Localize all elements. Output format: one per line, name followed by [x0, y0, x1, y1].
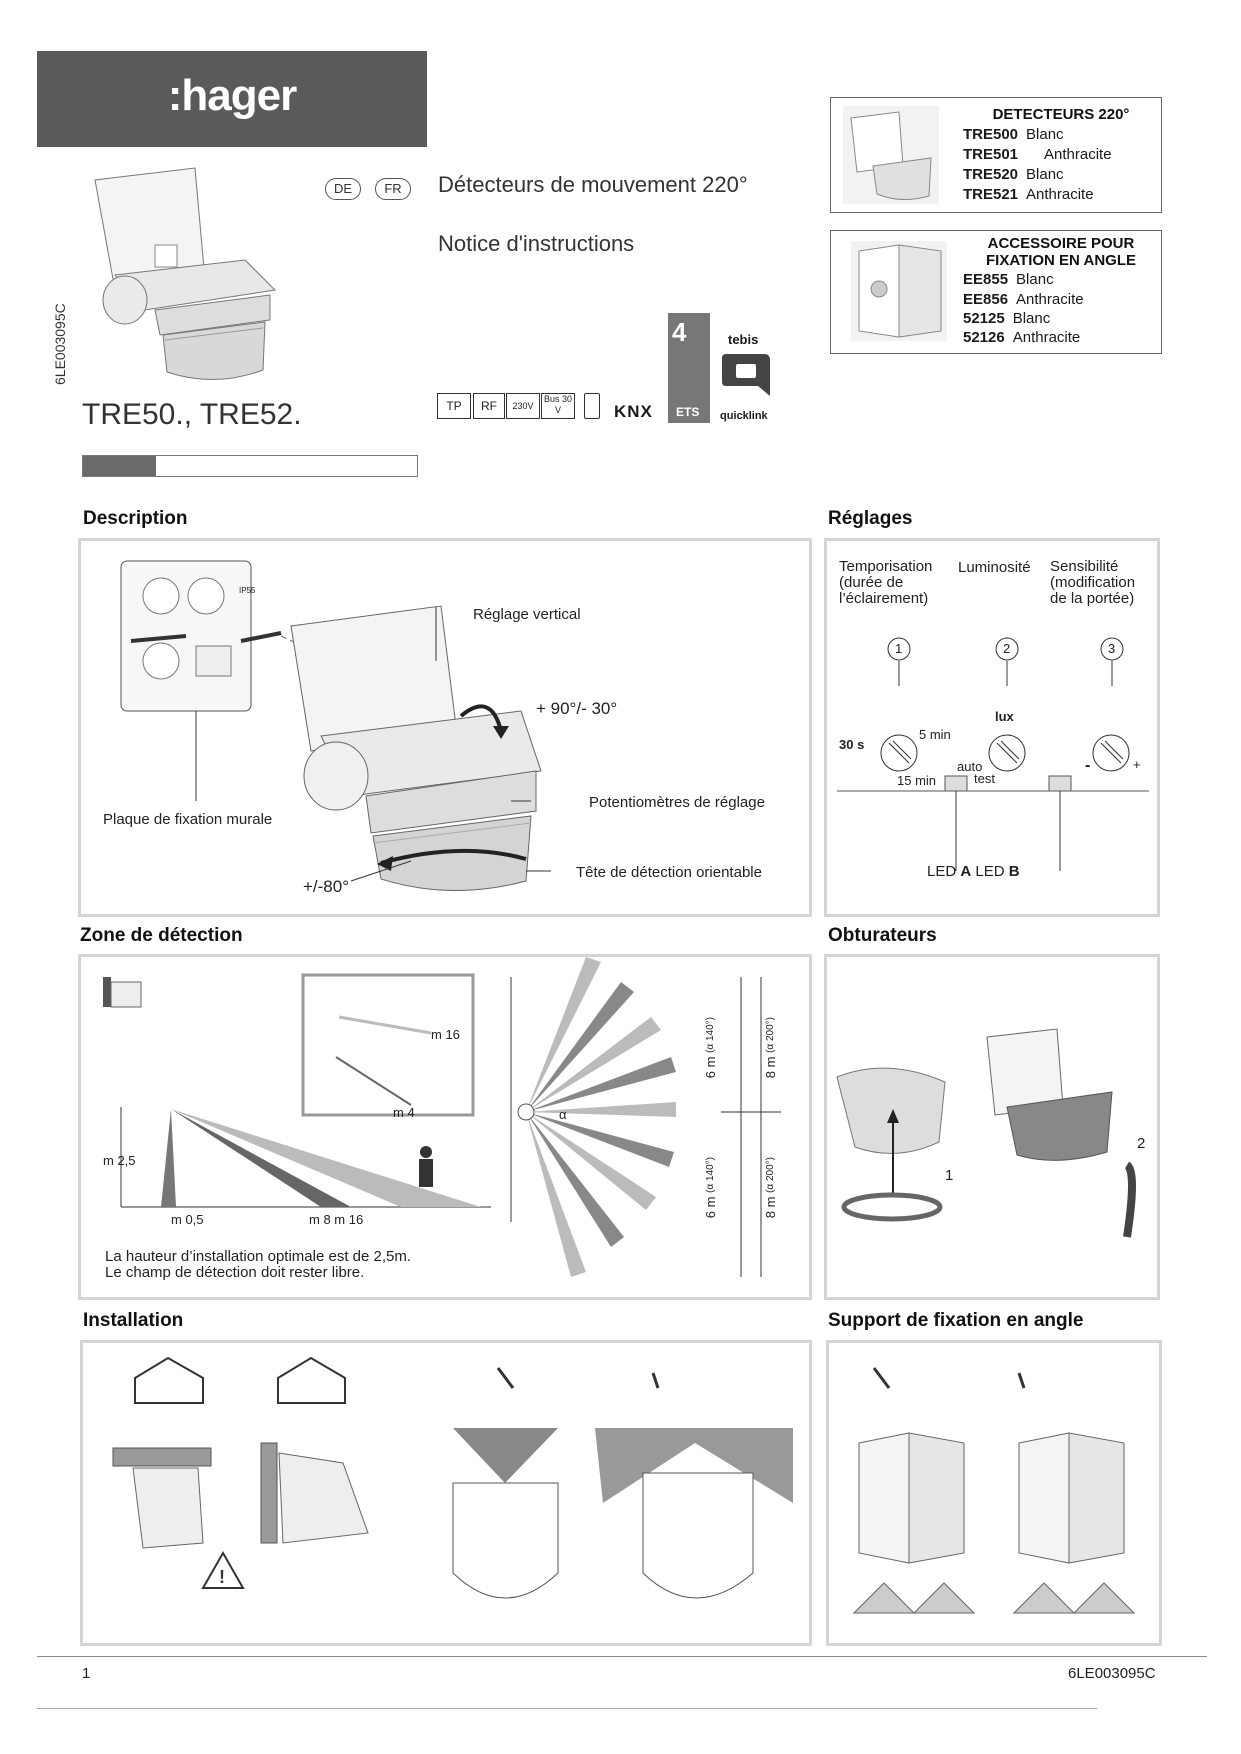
lang-de-badge[interactable]: DE	[325, 178, 361, 200]
page-number: 1	[82, 1665, 91, 1682]
footer-bottom-rule	[37, 1708, 1097, 1709]
angle-bracket-thumbnail	[851, 241, 947, 341]
label-m8m16: m 8 m 16	[309, 1212, 364, 1227]
logo-banner	[37, 51, 427, 147]
label-test: test	[974, 771, 995, 786]
vertical-doc-code: 6LE003095C	[52, 303, 68, 385]
badge-tp: TP	[437, 393, 471, 419]
label-luminosite: Luminosité	[958, 559, 1031, 576]
label-5min: 5 min	[919, 727, 951, 742]
doc-subtitle: Notice d'instructions	[438, 231, 635, 256]
label-m05: m 0,5	[171, 1212, 204, 1227]
footer-doc-code: 6LE003095C	[1068, 1665, 1156, 1682]
badge-rf: RF	[473, 393, 505, 419]
accessory-row: 52126 Anthracite	[963, 329, 1081, 346]
detector-row: TRE520 Blanc	[963, 166, 1064, 183]
label-6m-top: 6 m (α 140°)	[703, 1017, 718, 1079]
num-1: 1	[895, 641, 903, 656]
badge-230v: 230V	[506, 393, 540, 419]
section-title-installation: Installation	[83, 1310, 184, 1331]
label-m16-inset: m 16	[431, 1027, 460, 1042]
section-title-reglages: Réglages	[828, 508, 913, 529]
accessory-row: EE856 Anthracite	[963, 291, 1084, 308]
section-title-support: Support de fixation en angle	[828, 1310, 1084, 1331]
num-3: 3	[1108, 641, 1116, 656]
accessory-row: 52125 Blanc	[963, 310, 1051, 327]
support-diagram	[829, 1343, 1159, 1643]
description-panel	[78, 538, 812, 917]
accessory-row: EE855 Blanc	[963, 271, 1054, 288]
label-temporisation: Temporisation (durée de l’éclairement)	[839, 558, 933, 607]
label-angle-vertical: + 90°/- 30°	[536, 699, 618, 718]
label-lux: lux	[995, 709, 1014, 724]
label-step-1: 1	[945, 1167, 954, 1184]
installation-diagram	[83, 1343, 809, 1643]
label-plus: +	[1133, 757, 1141, 772]
section-title-zone: Zone de détection	[80, 925, 243, 946]
badge-bus: Bus 30 V	[541, 393, 575, 419]
knx-logo: KNX	[614, 402, 653, 421]
accessory-box	[830, 230, 1162, 354]
label-alpha: α	[559, 1107, 567, 1122]
label-minus: -	[1085, 757, 1091, 774]
ip-rating: IP55	[239, 586, 256, 595]
label-15min: 15 min	[897, 773, 937, 788]
label-plate: Plaque de fixation murale	[103, 811, 273, 828]
section-title-obturateurs: Obturateurs	[828, 925, 937, 946]
section-title-description: Description	[83, 508, 188, 529]
detectors-box	[830, 97, 1162, 213]
detector-row: TRE500 Blanc	[963, 126, 1064, 143]
num-2: 2	[1003, 641, 1011, 656]
label-30s: 30 s	[839, 737, 865, 752]
obturateurs-diagram	[827, 957, 1157, 1297]
zone-panel	[78, 954, 812, 1300]
reglages-panel	[824, 538, 1160, 917]
detector-row: TRE521 Anthracite	[963, 186, 1094, 203]
label-6m-bottom: 6 m (α 140°)	[703, 1157, 718, 1219]
label-pots: Potentiomètres de réglage	[589, 794, 765, 811]
detector-illustration	[85, 160, 285, 390]
model-name: TRE50., TRE52.	[82, 398, 302, 431]
doc-title: Détecteurs de mouvement 220°	[438, 172, 748, 197]
tebis-logo: tebis	[728, 332, 759, 347]
ets-logo: 4 ETS	[668, 313, 710, 423]
label-leds: LED A LED B	[927, 863, 1020, 880]
footer-divider	[37, 1656, 1207, 1657]
support-panel	[826, 1340, 1162, 1646]
zone-note: La hauteur d’installation optimale est de 2,5m. Le champ de détection doit rester libre.	[105, 1248, 412, 1281]
label-auto: auto	[957, 759, 983, 774]
quicklink-icon	[718, 350, 774, 402]
label-angle-horizontal: +/-80°	[303, 877, 350, 896]
label-m25: m 2,5	[103, 1153, 136, 1168]
lang-fr-badge[interactable]: FR	[375, 178, 411, 200]
detectors-box-title: DETECTEURS 220°	[992, 106, 1130, 123]
section-progress-bar	[82, 455, 418, 477]
label-8m-top: 8 m (α 200°)	[763, 1017, 778, 1079]
obturateurs-panel	[824, 954, 1160, 1300]
progress-fill	[83, 456, 156, 476]
svg-text:!: !	[219, 1567, 225, 1587]
description-diagram	[81, 541, 809, 914]
label-vertical: Réglage vertical	[473, 606, 581, 623]
detector-thumbnail	[843, 106, 939, 204]
zone-diagram	[81, 957, 809, 1297]
label-m4-inset: m 4	[393, 1105, 415, 1120]
accessory-box-title-1: ACCESSOIRE POUR	[987, 235, 1135, 252]
accessory-box-title-2: FIXATION EN ANGLE	[986, 252, 1136, 269]
label-head: Tête de détection orientable	[576, 864, 762, 881]
detector-row: TRE501 Anthracite	[963, 146, 1112, 163]
label-sensibilite: Sensibilité (modification de la portée)	[1050, 558, 1136, 607]
installation-panel	[80, 1340, 812, 1646]
battery-icon	[584, 393, 600, 419]
hager-logo: :hager	[167, 71, 297, 120]
reglages-diagram	[827, 541, 1157, 914]
label-8m-bottom: 8 m (α 200°)	[763, 1157, 778, 1219]
label-step-2: 2	[1137, 1135, 1146, 1152]
quicklink-label: quicklink	[720, 410, 768, 422]
